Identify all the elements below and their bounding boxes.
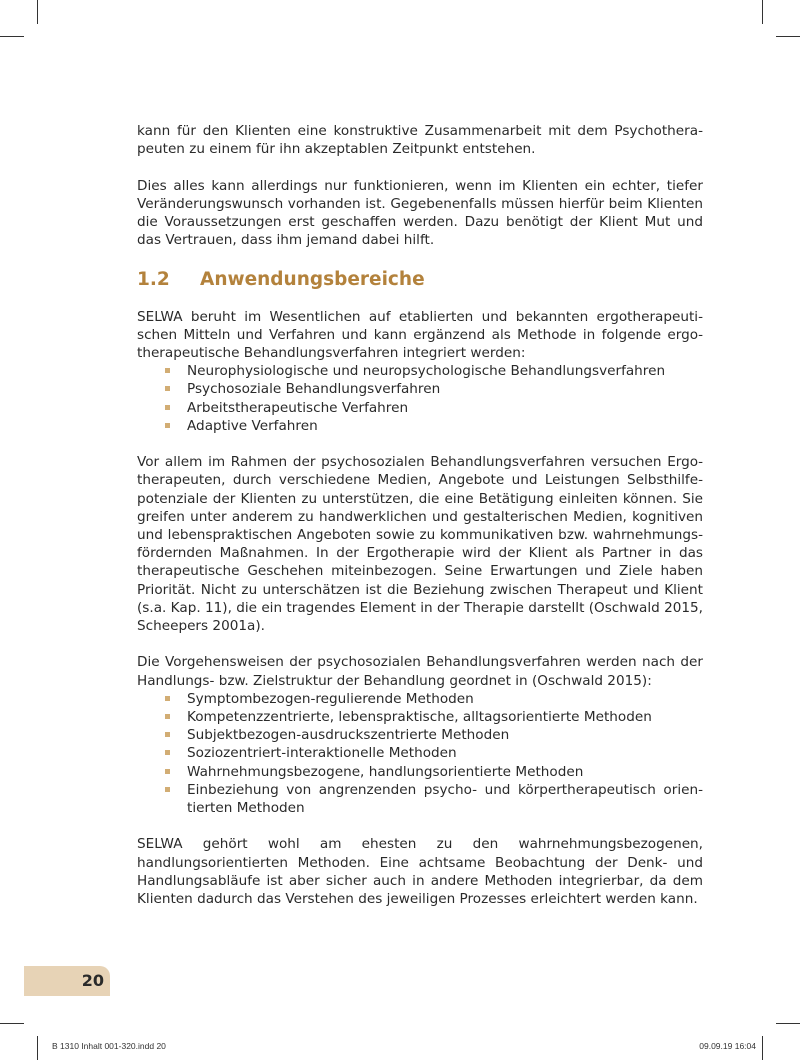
list-item: Subjektbezogen-ausdruckszentrierte Methoden: [137, 726, 703, 744]
paragraph-selwa-basis: SELWA beruht im Wesentlichen auf etablierten und bekannten ergotherapeutischen Mitteln und Verfahren und kann ergänzend als Methode in folgende ergotherapeutische Behandlungsverfahren integriert werden:: [137, 308, 703, 362]
paragraph-psychosocial: Vor allem im Rahmen der psychosozialen Behandlungsverfahren versuchen Ergotherapeuten, durch verschiedene Medien, Angebote und Leistungen Selbsthilfepotenziale der Klienten zu unterstützen, die eine Betätigung einleiten können. Sie greifen unter anderem zu handwerklichen und gestalterischen Medien, kognitiven und lebenspraktischen Angeboten sowie zu kommunikativen bzw. wahrnehmungsfördernden Maßnahmen. In der Ergotherapie wird der Klient als Partner in das therapeutische Geschehen miteinbezogen. Seine Erwartungen und Ziele haben Priorität. Nicht zu unterschätzen ist die Beziehung zwischen Therapeut und Klient (s.a. Kap. 11), die ein tragendes Element in der Therapie darstellt (Oschwald 2015, Scheepers 2001a).: [137, 454, 703, 635]
crop-mark-bottom-right-v: [762, 1036, 763, 1060]
paragraph-motivation: Dies alles kann allerdings nur funktionieren, wenn im Klienten ein echter, tiefer Veränderungswunsch vorhanden ist. Gegebenenfalls müssen hierfür beim Klienten die Voraussetzungen erst geschaffen werden. Dazu benötigt der Klient Mut und das Vertrauen, dass ihm jemand dabei hilft.: [137, 177, 703, 249]
page-number-tab: [24, 966, 110, 996]
bullet-square-icon: [165, 386, 170, 391]
list-item: Wahrnehmungsbezogene, handlungsorientierte Methoden: [137, 763, 703, 781]
list-item: Symptombezogen-regulierende Methoden: [137, 690, 703, 708]
crop-mark-top-right-v: [762, 0, 763, 24]
crop-mark-top-left-h: [0, 36, 24, 37]
crop-mark-bottom-left-v: [37, 1036, 38, 1060]
page-number: 20: [81, 971, 104, 990]
treatment-methods-list: [137, 362, 703, 435]
paragraph-approaches: Die Vorgehensweisen der psychosozialen Behandlungsverfahren werden nach der Handlungs- bzw. Zielstruktur der Behandlung geordnet in (Oschwald 2015):: [137, 654, 703, 689]
bullet-square-icon: [165, 732, 170, 737]
crop-mark-top-right-h: [776, 36, 800, 37]
approaches-list: [137, 690, 703, 817]
crop-mark-bottom-right-h: [776, 1023, 800, 1024]
bullet-square-icon: [165, 787, 170, 792]
crop-mark-bottom-left-h: [0, 1023, 24, 1024]
list-item: Arbeitstherapeutische Verfahren: [137, 399, 703, 417]
crop-mark-top-left-v: [37, 0, 38, 24]
list-item: Neurophysiologische und neuropsychologische Behandlungsverfahren: [137, 362, 703, 380]
slug-file: B 1310 Inhalt 001-320.indd 20: [52, 1041, 166, 1051]
bullet-square-icon: [165, 750, 170, 755]
bullet-square-icon: [165, 696, 170, 701]
list-item: Psychosoziale Behandlungsverfahren: [137, 380, 703, 398]
bullet-square-icon: [165, 423, 170, 428]
list-item: Kompetenzzentrierte, lebenspraktische, alltagsorientierte Methoden: [137, 708, 703, 726]
list-item: Adaptive Verfahren: [137, 417, 703, 435]
paragraph-conclusion: SELWA gehört wohl am ehesten zu den wahrnehmungsbezogenen, handlungsorientierten Methoden. Eine achtsame Beobachtung der Denk- und Handlungsabläufe ist aber sicher auch in andere Methoden integrierbar, da dem Klienten dadurch das Verstehen des jeweiligen Prozesses erleichtert werden kann.: [137, 836, 703, 908]
slug-date: 09.09.19 16:04: [699, 1041, 756, 1051]
section-heading: [137, 271, 703, 289]
bullet-square-icon: [165, 769, 170, 774]
list-item: Soziozentriert-interaktionelle Methoden: [137, 744, 703, 762]
bullet-square-icon: [165, 368, 170, 373]
paragraph-intro: kann für den Klienten eine konstruktive Zusammenarbeit mit dem Psychotherapeuten zu einem für ihn akzeptablen Zeitpunkt entstehen.: [137, 123, 703, 158]
body-text: [137, 122, 703, 926]
list-item: Einbeziehung von angrenzenden psycho- und körpertherapeutisch orientierten Methoden: [137, 781, 703, 817]
bullet-square-icon: [165, 405, 170, 410]
section-title: Anwendungsbereiche: [200, 269, 425, 291]
section-number: 1.2: [137, 269, 170, 291]
bullet-square-icon: [165, 714, 170, 719]
